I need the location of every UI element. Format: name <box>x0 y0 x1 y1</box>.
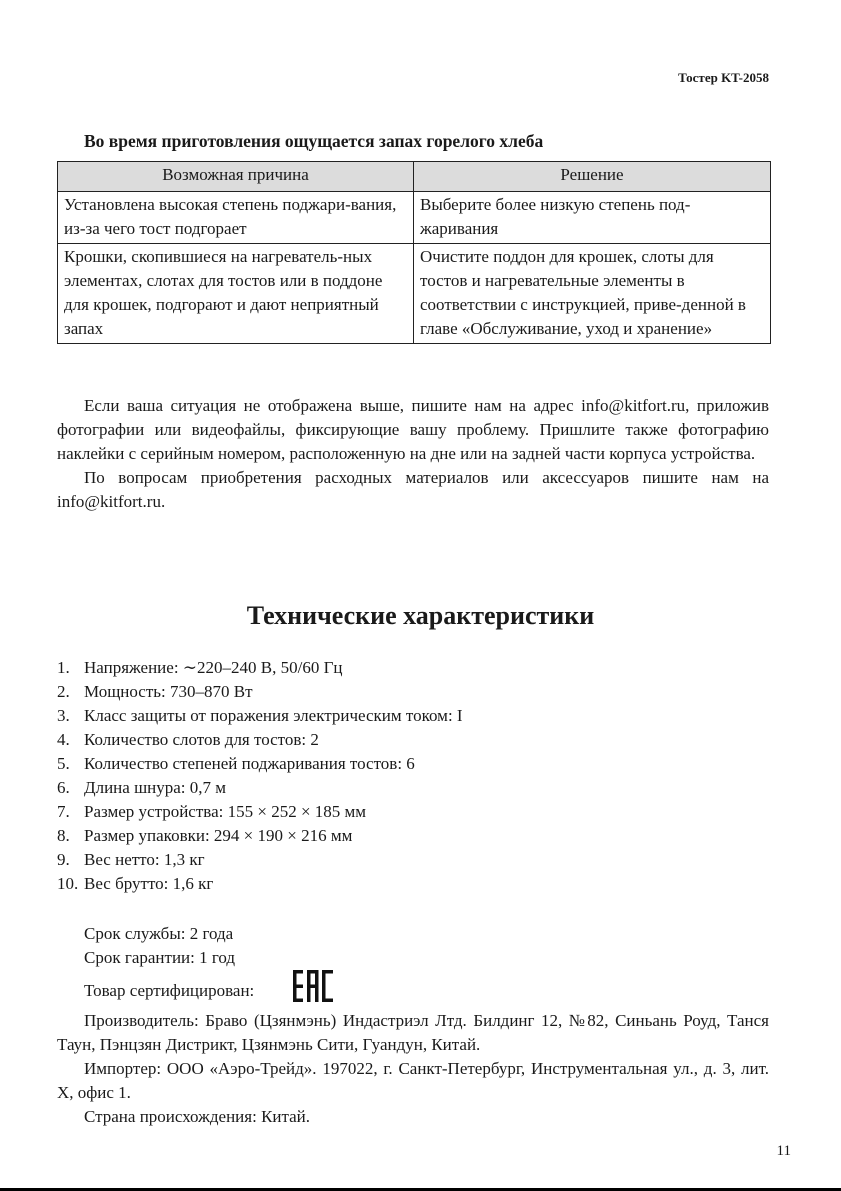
certified-label: Товар сертифицирован: <box>84 981 255 1000</box>
specs-list <box>57 656 463 896</box>
list-item: 6. Длина шнура: 0,7 м <box>57 778 227 797</box>
list-item: 1. Напряжение: ∼220–240 В, 50/60 Гц <box>57 658 343 677</box>
list-item: 8. Размер упаковки: 294 × 190 × 216 мм <box>57 826 353 845</box>
cause-cell: Крошки, скопившиеся на нагреватель-ных элементах, слотах для тостов или в поддоне для крошек, подгорают и дают неприятный запах <box>58 244 414 344</box>
solution-cell: Выберите более низкую степень под-жаривания <box>414 192 771 244</box>
page-number: 11 <box>776 1143 791 1159</box>
accessories-paragraph: По вопросам приобретения расходных материалов или аксессуаров пишите нам на info@kitfort.ru. <box>57 468 769 511</box>
contact-paragraph: Если ваша ситуация не отображена выше, пишите нам на адрес info@kitfort.ru, приложив фотографии или видеофайлы, фиксирующие вашу проблему. Пришлите также фотографию наклейки с серийным номером, расположенную на дне или на задней части корпуса устройства. <box>57 396 769 463</box>
list-item: 9. Вес нетто: 1,3 кг <box>57 850 205 869</box>
list-item: 4. Количество слотов для тостов: 2 <box>57 730 319 749</box>
specs-title: Технические характеристики <box>246 601 595 630</box>
product-info <box>57 922 769 1129</box>
page-header: Тостер KT-2058 <box>678 70 769 85</box>
manufacturer: Производитель: Браво (Цзянмэнь) Индастриэл Лтд. Билдинг 12, №82, Синьань Роуд, Танся Таун, Пэнцзян Дистрикт, Цзянмэнь Сити, Гуандун, Китай. <box>57 1011 769 1054</box>
table-header-row <box>58 162 771 192</box>
country-of-origin: Страна происхождения: Китай. <box>84 1107 311 1126</box>
importer: Импортер: ООО «Аэро-Трейд». 197022, г. Санкт-Петербург, Инструментальная ул., д. 3, лит. Х, офис 1. <box>57 1059 769 1102</box>
warranty-period: Срок гарантии: 1 год <box>84 948 236 967</box>
column-header-cause: Возможная причина <box>58 162 414 192</box>
troubleshooting-title: Во время приготовления ощущается запах горелого хлеба <box>84 131 544 151</box>
column-header-solution: Решение <box>414 162 771 192</box>
cause-cell: Установлена высокая степень поджари-вания, из-за чего тост подгорает <box>58 192 414 244</box>
table-row <box>58 244 771 344</box>
list-item: 10. Вес брутто: 1,6 кг <box>57 874 214 893</box>
list-item: 5. Количество степеней поджаривания тостов: 6 <box>57 754 415 773</box>
certification-line <box>57 970 769 1009</box>
list-item: 2. Мощность: 730–870 Вт <box>57 682 253 701</box>
eac-logo-icon <box>266 970 333 1009</box>
list-item: 7. Размер устройства: 155 × 252 × 185 мм <box>57 802 367 821</box>
contact-section <box>57 394 769 514</box>
solution-cell: Очистите поддон для крошек, слоты для тостов и нагревательные элементы в соответствии с инструкцией, приве-денной в главе «Обслуживание, уход и хранение» <box>414 244 771 344</box>
troubleshooting-table <box>57 161 771 344</box>
service-life: Срок службы: 2 года <box>84 924 234 943</box>
list-item: 3. Класс защиты от поражения электрическим током: I <box>57 706 463 725</box>
table-row <box>58 192 771 244</box>
